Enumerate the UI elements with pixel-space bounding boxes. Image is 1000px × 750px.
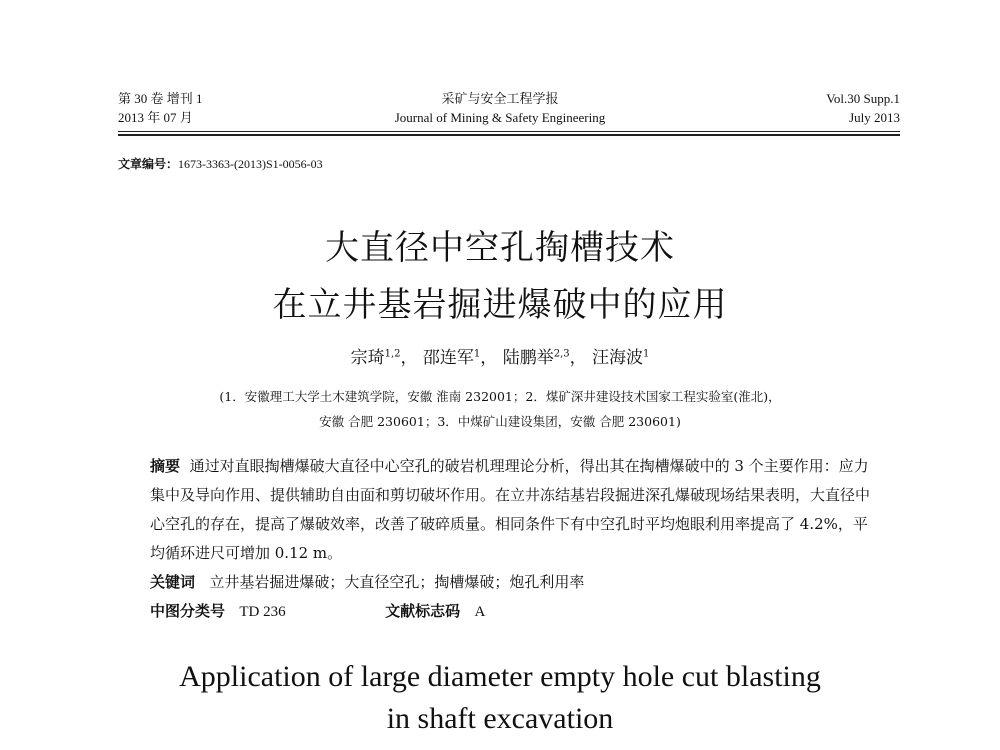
abstract-text: 通过对直眼掏槽爆破大直径中心空孔的破岩机理理论分析，得出其在掏槽爆破中的 3 个主要作用：应力集中及导向作用、提供辅助自由面和剪切破坏作用。在立井冻结基岩段掘进深孔爆破现场结果表明，大直径中心空孔的存在，提高了爆破效率，改善了破碎质量。相同条件下有中空孔时平均炮眼利用率提高了 4.2%，平均循环进尺可增加 0.12 m。	[150, 457, 871, 562]
english-title-line-1: Application of large diameter empty hole cut blasting	[179, 660, 821, 693]
article-number	[118, 155, 323, 172]
author-list	[0, 343, 1000, 368]
header-rule-bottom	[118, 134, 900, 136]
classification-line	[150, 597, 880, 627]
keywords-label: 关键词	[150, 573, 196, 591]
abstract-label: 摘要	[150, 457, 181, 475]
author-2: 邵连军$^1$，	[422, 348, 498, 368]
classification-label: 中图分类号	[150, 602, 226, 620]
document-code-label: 文献标志码	[385, 602, 461, 620]
english-title-line-2: in shaft excavation	[386, 702, 614, 735]
article-number-value: 1673-3363-(2013)S1-0056-03	[178, 157, 323, 171]
issue-date: 2013 年 07 月	[118, 110, 193, 125]
abstract	[150, 452, 880, 568]
title-line-1: 大直径中空孔掏槽技术	[325, 228, 675, 268]
volume-info-en: Vol.30 Supp.1	[826, 91, 900, 106]
article-number-label: 文章编号：	[118, 157, 179, 171]
issue-date-en: July 2013	[849, 110, 900, 125]
journal-name-cn: 采矿与安全工程学报	[441, 91, 559, 106]
journal-name-en: Journal of Mining & Safety Engineering	[394, 110, 606, 125]
document-code-value: A	[474, 604, 486, 620]
author-3: 陆鹏举$^{2,3}$，	[502, 348, 587, 368]
volume-info: 第 30 卷 增刊 1	[118, 91, 203, 106]
author-1: 宗琦$^{1,2}$，	[350, 348, 418, 368]
classification-value: TD 236	[239, 604, 286, 620]
affiliation-line-1: (1．安徽理工大学土木建筑学院，安徽 淮南 232001；2．煤矿深井建设技术国家工程实验室(淮北)，	[219, 389, 781, 404]
title-line-2: 在立井基岩掘进爆破中的应用	[272, 285, 728, 325]
keywords	[150, 568, 880, 597]
keywords-text: 立井基岩掘进爆破；大直径空孔；掏槽爆破；炮孔利用率	[209, 573, 585, 591]
header-rule-top	[118, 131, 900, 132]
author-4: 汪海波$^1$	[592, 348, 650, 368]
affiliation-line-2: 安徽 合肥 230601；3．中煤矿山建设集团，安徽 合肥 230601)	[319, 414, 681, 429]
